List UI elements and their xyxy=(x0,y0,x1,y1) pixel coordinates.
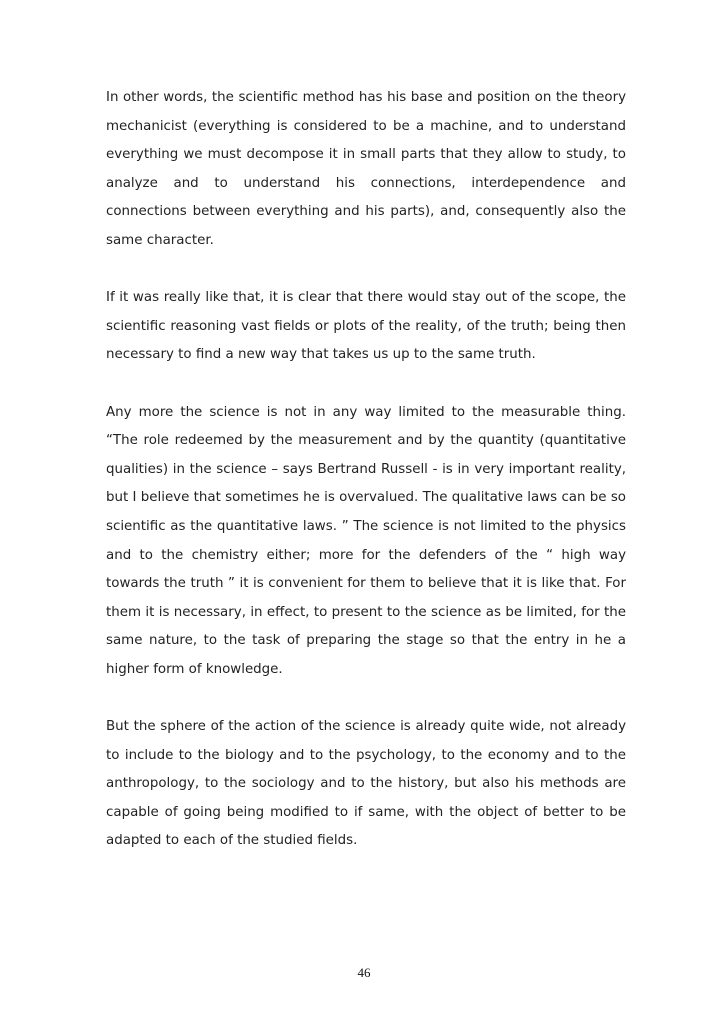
paragraph-2: If it was really like that, it is clear that there would stay out of the scope, the scientific reasoning vast fields or plots of the reality, of the truth; being then necessary to find a new way that takes us up to the same truth. xyxy=(106,290,626,363)
paragraph-1: In other words, the scientific method has his base and position on the theory mechanicist (everything is considered to be a machine, and to understand everything we must decompose it in small parts that they allow to study, to analyze and to understand his connections, interdependence and connections between everything and his parts), and, consequently also the same character. xyxy=(106,90,626,248)
paragraph-4: But the sphere of the action of the science is already quite wide, not already to include to the biology and to the psychology, to the economy and to the anthropology, to the sociology and to the history, but also his methods are capable of going being modified to if same, with the object of better to be adapted to each of the studied fields. xyxy=(106,719,626,849)
body-text xyxy=(106,84,626,885)
paragraph-3: Any more the science is not in any way limited to the measurable thing. “The role redeemed by the measurement and by the quantity (quantitative qualities) in the science – says Bertrand Russell - is in very important reality, but I believe that sometimes he is overvalued. The qualitative laws can be so scientific as the quantitative laws. ” The science is not limited to the physics and to the chemistry either; more for the defenders of the “ high way towards the truth ” it is convenient for them to believe that it is like that. For them it is necessary, in effect, to present to the science as be limited, for the same nature, to the task of preparing the stage so that the entry in he a higher form of knowledge. xyxy=(106,404,626,677)
page-number: 46 xyxy=(357,965,371,980)
